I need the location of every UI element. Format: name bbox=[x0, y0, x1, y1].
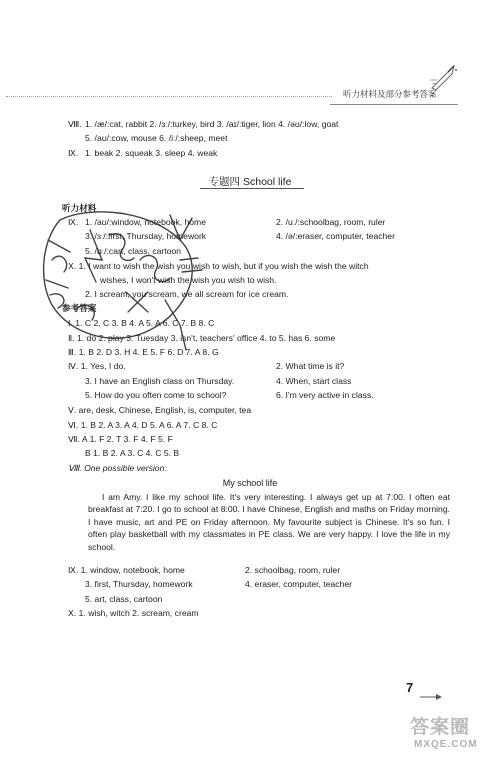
page-number: 7 bbox=[406, 680, 414, 695]
listening-row6: 2. I scream, you scream, we all scream for ice cream. bbox=[85, 289, 289, 299]
section-title-text: 专题四 School life bbox=[208, 176, 292, 188]
answers-ii: Ⅱ. 1. do 2. play 3. Tuesday 3. isn't, teachers' office 4. to 5. has 6. some bbox=[68, 333, 336, 343]
header-dotted-rule bbox=[6, 96, 332, 97]
answers-vi: Ⅵ. 1. B 2. A 3. A 4. D 5. A 6. A 7. C 8. C bbox=[68, 420, 218, 430]
answers-iv-1: Ⅳ. 1. Yes, I do. bbox=[68, 361, 126, 371]
answers-iii: Ⅲ. 1. B 2. D 3. H 4. E 5. F 6. D 7. A 8. G bbox=[68, 347, 219, 357]
section-title-rule bbox=[200, 188, 304, 189]
exercise-ix-line: 1. beak 2. squeak 3. sleep 4. weak bbox=[85, 148, 218, 158]
final-ix-2: 2. schoolbag, room, ruler bbox=[245, 565, 341, 575]
answers-heading: 参考答案 bbox=[62, 303, 97, 313]
answers-iv-3: 3. I have an English class on Thursday. bbox=[85, 376, 235, 386]
page-ornament-icon bbox=[420, 688, 444, 706]
final-ix-4: 4. eraser, computer, teacher bbox=[245, 579, 353, 589]
answers-i: Ⅰ. 1. C 2. C 3. B 4. A 5. A 6. C 7. B 8. C bbox=[68, 318, 215, 328]
watermark-logo: 答案圈 bbox=[410, 717, 471, 738]
listening-row2-left: 3. /ɜː/:first, Thursday, homework bbox=[85, 231, 207, 241]
final-ix-1: Ⅸ. 1. window, notebook, home bbox=[68, 565, 185, 575]
answers-iv-5: 5. How do you often come to school? bbox=[85, 390, 227, 400]
listening-row2-right: 4. /ə/:eraser, computer, teacher bbox=[276, 231, 395, 241]
header-title: 听力材料及部分参考答案 bbox=[343, 89, 437, 99]
exercise-viii-num: Ⅷ. bbox=[68, 119, 82, 129]
answers-iv-2: 2. What time is it? bbox=[276, 361, 345, 371]
final-x: Ⅹ. 1. wish, witch 2. scream, cream bbox=[68, 608, 199, 618]
essay-body: I am Amy. I like my school life. It's very interesting. I always get up at 7:00. I often eat breakfast at 7:20. I go to school at 8:00. I have Chinese, English and maths on Friday morning. I have music, art and PE on Friday afternoon. My favourite subject is Chinese. It's so fun. I often play basketball with my classmates in PE class. We are very happy. I love the life in my school. bbox=[88, 492, 450, 552]
answers-vii-a: Ⅶ. A 1. F 2. T 3. F 4. F 5. F bbox=[68, 434, 173, 444]
handwriting-scribble bbox=[30, 200, 260, 370]
listening-row3: 5. /ɑː/:cart, class, cartoon bbox=[85, 246, 182, 256]
listening-row1-right: 2. /uː/:schoolbag, room, ruler bbox=[276, 217, 386, 227]
listening-row5: wishes, I won't wish the wish you wish to wish. bbox=[100, 275, 277, 285]
exercise-ix-num: Ⅸ. bbox=[68, 148, 79, 158]
listening-row4: Ⅹ. 1. I want to wish the wish you wish to wish, but if you wish the wish the witch bbox=[68, 261, 369, 271]
watermark-url: MXQE.COM bbox=[414, 739, 478, 750]
answers-vii-b: B 1. B 2. A 3. C 4. C 5. B bbox=[85, 448, 180, 458]
answers-viii: Ⅷ. One possible version: bbox=[68, 463, 167, 473]
answers-iv-6: 6. I'm very active in class. bbox=[276, 390, 374, 400]
final-ix-5: 5. art, class, cartoon bbox=[85, 594, 163, 604]
header-rule bbox=[330, 104, 458, 105]
essay-title: My school life bbox=[222, 478, 278, 488]
exercise-viii-line2: 5. /aʊ/:cow, mouse 6. /iː/:sheep, meet bbox=[85, 133, 228, 143]
section-title bbox=[0, 174, 500, 189]
answers-iv-4: 4. When, start class bbox=[276, 376, 352, 386]
exercise-viii-line1: 1. /æ/:cat, rabbit 2. /ɜː/:turkey, bird 3. /aɪ/:tiger, lion 4. /əʊ/:low, goat bbox=[85, 119, 339, 129]
final-ix-3: 3. first, Thursday, homework bbox=[85, 579, 193, 589]
listening-heading: 听力材料 bbox=[62, 203, 97, 213]
listening-ix-num: Ⅸ. bbox=[68, 217, 79, 227]
listening-row1-left: 1. /aʊ/:window, notebook, home bbox=[85, 217, 206, 227]
answers-v: Ⅴ. are, desk, Chinese, English, is, computer, tea bbox=[68, 405, 252, 415]
